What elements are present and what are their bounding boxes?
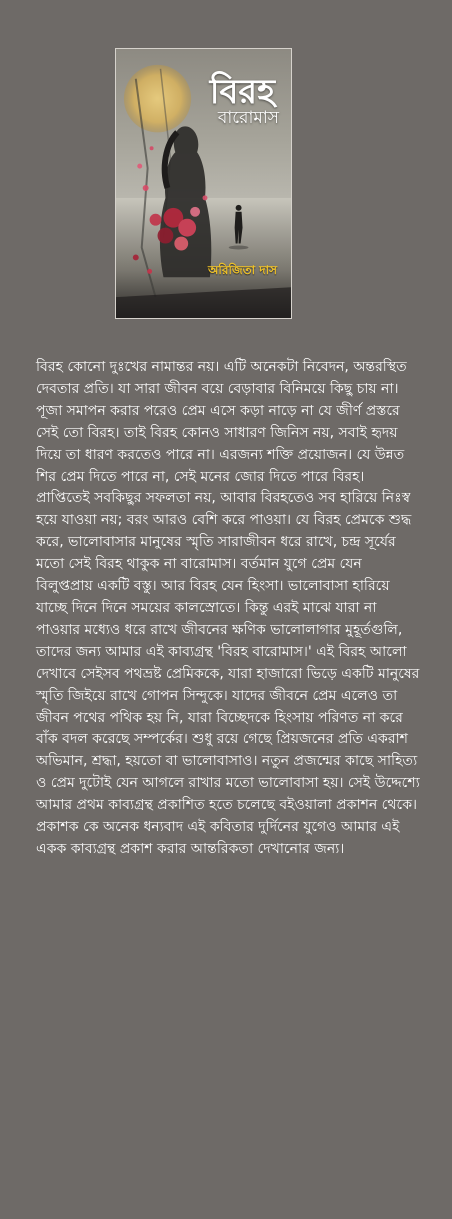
cover-author: অরিজিতা দাস [208,263,277,277]
cover-subtitle: বারোমাস [217,108,279,128]
book-cover [115,48,292,319]
cover-title: বিরহ [209,72,275,112]
moon-shape [124,65,191,132]
book-description: বিরহ কোনো দুঃখের নামান্তর নয়। এটি অনেকটা নিবেদন, অন্তরস্থিত দেবতার প্রতি। যা সারা জীবন বয়ে বেড়াবার বিনিময়ে কিছু চায় না। পূজা সমাপন করার পরেও প্রেম এসে কড়া নাড়ে না যে জীর্ণ প্রস্তরে সেই তো বিরহ। তাই বিরহ কোনও সাধারণ জিনিস নয়, সবাই হৃদয় দিয়ে তা ধারণ করতেও পারে না। এরজন্য শক্তি প্রয়োজন। যে উন্নত শির প্রেম দিতে পারে না, সেই মনের জোর দিতে পারে বিরহ। প্রাপ্তিতেই সবকিছুর সফলতা নয়, আবার বিরহতেও সব হারিয়ে নিঃস্ব হয়ে যাওয়া নয়; বরং আরও বেশি করে পাওয়া। যে বিরহ প্রেমকে শুদ্ধ করে, ভালোবাসার মানুষের স্মৃতি সারাজীবন ধরে রাখে, চন্দ্র সূর্যের মতো সেই বিরহ থাকুক না বারোমাস। বর্তমান যুগে প্রেম যেন বিলুপ্তপ্রায় একটি বস্তু। আর বিরহ যেন হিংসা। ভালোবাসা হারিয়ে যাচ্ছে দিনে দিনে সময়ের কালস্রোতে। কিন্তু এরই মাঝে যারা না পাওয়ার মধ্যেও ধরে রাখে জীবনের ক্ষণিক ভালোলাগার মুহূর্তগুলি, তাদের জন্য আমার এই কাব্যগ্রন্থ 'বিরহ বারোমাস।' এই বিরহ আলো দেখাবে সেইসব পথভ্রষ্ট প্রেমিককে, যারা হাজারো ভিড়ে একটি মানুষের স্মৃতি জিইয়ে রাখে গোপন সিন্দুকে। যাদের জীবনে প্রেম এলেও তা জীবন পথের পথিক হয় নি, যারা বিচ্ছেদকে হিংসায় পরিণত না করে বাঁক বদল করেছে সম্পর্কের। শুধু রয়ে গেছে প্রিয়জনের প্রতি একরাশ অভিমান, শ্রদ্ধা, হয়তো বা ভালোবাসাও। নতুন প্রজন্মের কাছে সাহিত্য ও প্রেম দুটোই যেন আগলে রাখার মতো ভালোবাসা হয়। সেই উদ্দেশ্যে আমার প্রথম কাব্যগ্রন্থ প্রকাশিত হতে চলেছে বইওয়ালা প্রকাশন থেকে। প্রকাশক কে অনেক ধন্যবাদ এই কবিতার দুর্দিনের যুগেও আমার এই একক কাব্যগ্রন্থ প্রকাশ করার আন্তরিকতা দেখানোর জন্য। [36,359,420,857]
